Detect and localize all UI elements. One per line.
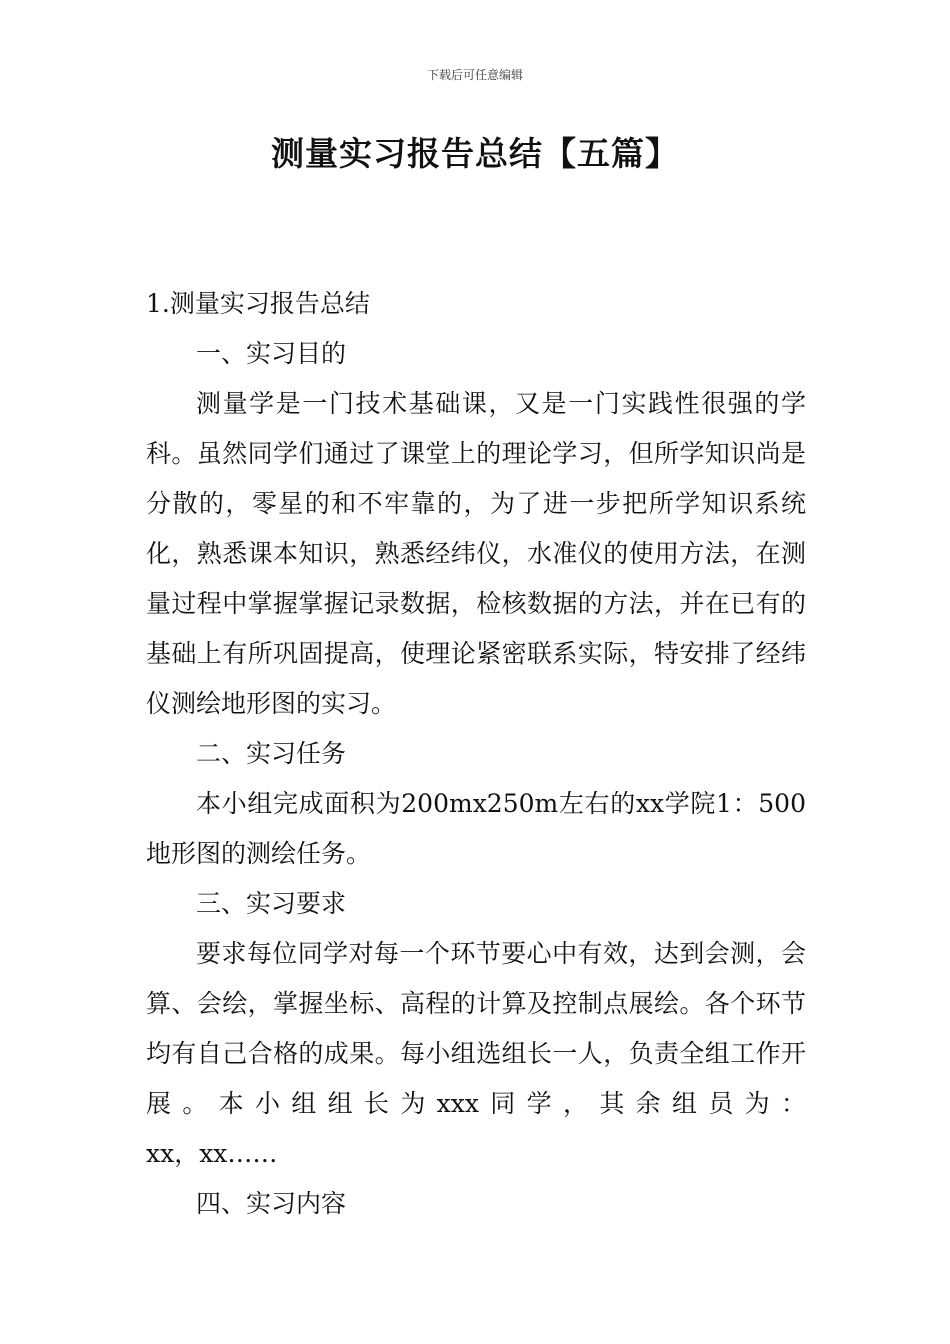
header-note: 下载后可任意编辑 [426, 68, 523, 82]
part3-heading: 三、实习要求 [196, 889, 347, 918]
document-title: 测量实习报告总结【五篇】 [271, 134, 679, 173]
part3-paragraph-tail: xx，xx…… [146, 1139, 278, 1168]
part1-paragraph: 测量学是一门技术基础课，又是一门实践性很强的学科。虽然同学们通过了课堂上的理论学习，但所学知识尚是分散的，零星的和不牢靠的，为了进一步把所学知识系统化，熟悉课本知识，熟悉经纬仪，水准仪的使用方法，在测量过程中掌握掌握记录数据，检核数据的方法，并在已有的基础上有所巩固提高，使理论紧密联系实际，特安排了经纬仪测绘地形图的实习。 [146, 389, 806, 718]
part4-heading: 四、实习内容 [196, 1189, 347, 1218]
section-heading: 1.测量实习报告总结 [146, 289, 370, 318]
part3-paragraph: 要求每位同学对每一个环节要心中有效，达到会测，会算、会绘，掌握坐标、高程的计算及控制点展绘。各个环节均有自己合格的成果。每小组选组长一人，负责全组工作开展。本小组组长为xxx同学，其余组员为： [146, 939, 806, 1118]
part2-paragraph: 本小组完成面积为200mx250m左右的xx学院1：500地形图的测绘任务。 [146, 789, 806, 868]
part1-heading: 一、实习目的 [196, 339, 347, 368]
part2-heading: 二、实习任务 [196, 739, 347, 768]
document-body [146, 279, 806, 1229]
